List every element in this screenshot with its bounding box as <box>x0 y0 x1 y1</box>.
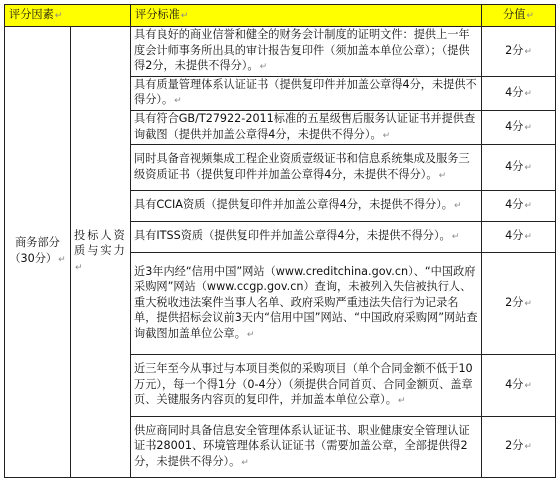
criteria-cell: 具有质量管理体系认证证书（提供复印件并加盖公章得4分，未提供不得分）。↵ <box>131 76 482 110</box>
factor-cell: 商务部分（30分）↵ <box>5 27 71 478</box>
table-row <box>5 27 556 77</box>
criteria-cell: 近3年内经“信用中国”网站（www.creditchina.gov.cn）、“中国政府采购网”网站（www.ccgp.gov.cn）查询，未被列入失信被执行人、重大税收违法案件当事人名单、政府采购严重违法失信行为记录名单，提供招标会议前3天内“信用中国”网站、“中国政府采购网”网站查询截图加盖单位公章。↵ <box>131 253 482 355</box>
header-score: 分值↵ <box>482 5 556 27</box>
score-cell: 4分↵ <box>482 355 556 417</box>
criteria-cell: 供应商同时具备信息安全管理体系认证证书、职业健康安全管理认证证书28001、环境管理体系认证证书（需要加盖公章，全部提供得2分，未提供不得分）。↵ <box>131 417 482 478</box>
header-criteria: 评分标准↵ <box>131 5 482 27</box>
criteria-cell: 具有良好的商业信誉和健全的财务会计制度的证明文件：提供上一年度会计师事务所出具的审计报告复印件（须加盖本单位公章）；（提供得2分，未提供不得分）。↵ <box>131 27 482 77</box>
score-cell: 4分↵ <box>482 76 556 110</box>
header-factor: 评分因素↵ <box>5 5 131 27</box>
criteria-cell: 近三年至今从事过与本项目类似的采购项目（单个合同金额不低于10万元），每一个得1分（0-4分）（须提供合同首页、合同金额页、盖章页、关键服务内容页的复印件，并加盖本单位公章）。↵ <box>131 355 482 417</box>
criteria-cell: 同时具备音视频集成工程企业资质壹级证书和信息系统集成及服务三级资质证书（提供复印件并加盖公章得4分，未提供不得分）。↵ <box>131 145 482 191</box>
score-cell: 4分↵ <box>482 222 556 253</box>
score-cell: 2分↵ <box>482 27 556 77</box>
criteria-cell: 具有ITSS资质（提供复印件并加盖公章得4分，未提供不得分）。↵ <box>131 222 482 253</box>
criteria-cell: 具有CCIA资质（提供复印件并加盖公章得4分，未提供不得分）。↵ <box>131 191 482 222</box>
criteria-cell: 具有符合GB/T27922-2011标准的五星级售后服务认证证书并提供查询截图（提供并加盖公章得4分，未提供不得分）。↵ <box>131 110 482 144</box>
score-cell: 2分↵ <box>482 417 556 478</box>
score-cell: 4分↵ <box>482 145 556 191</box>
header-row <box>5 5 556 27</box>
subfactor-cell: 投标人资质与实力↵ <box>71 27 131 478</box>
score-cell: 4分↵ <box>482 110 556 144</box>
scoring-table-body <box>5 5 556 478</box>
score-cell: 4分↵ <box>482 191 556 222</box>
score-cell: 2分↵ <box>482 253 556 355</box>
scoring-table <box>4 4 556 478</box>
